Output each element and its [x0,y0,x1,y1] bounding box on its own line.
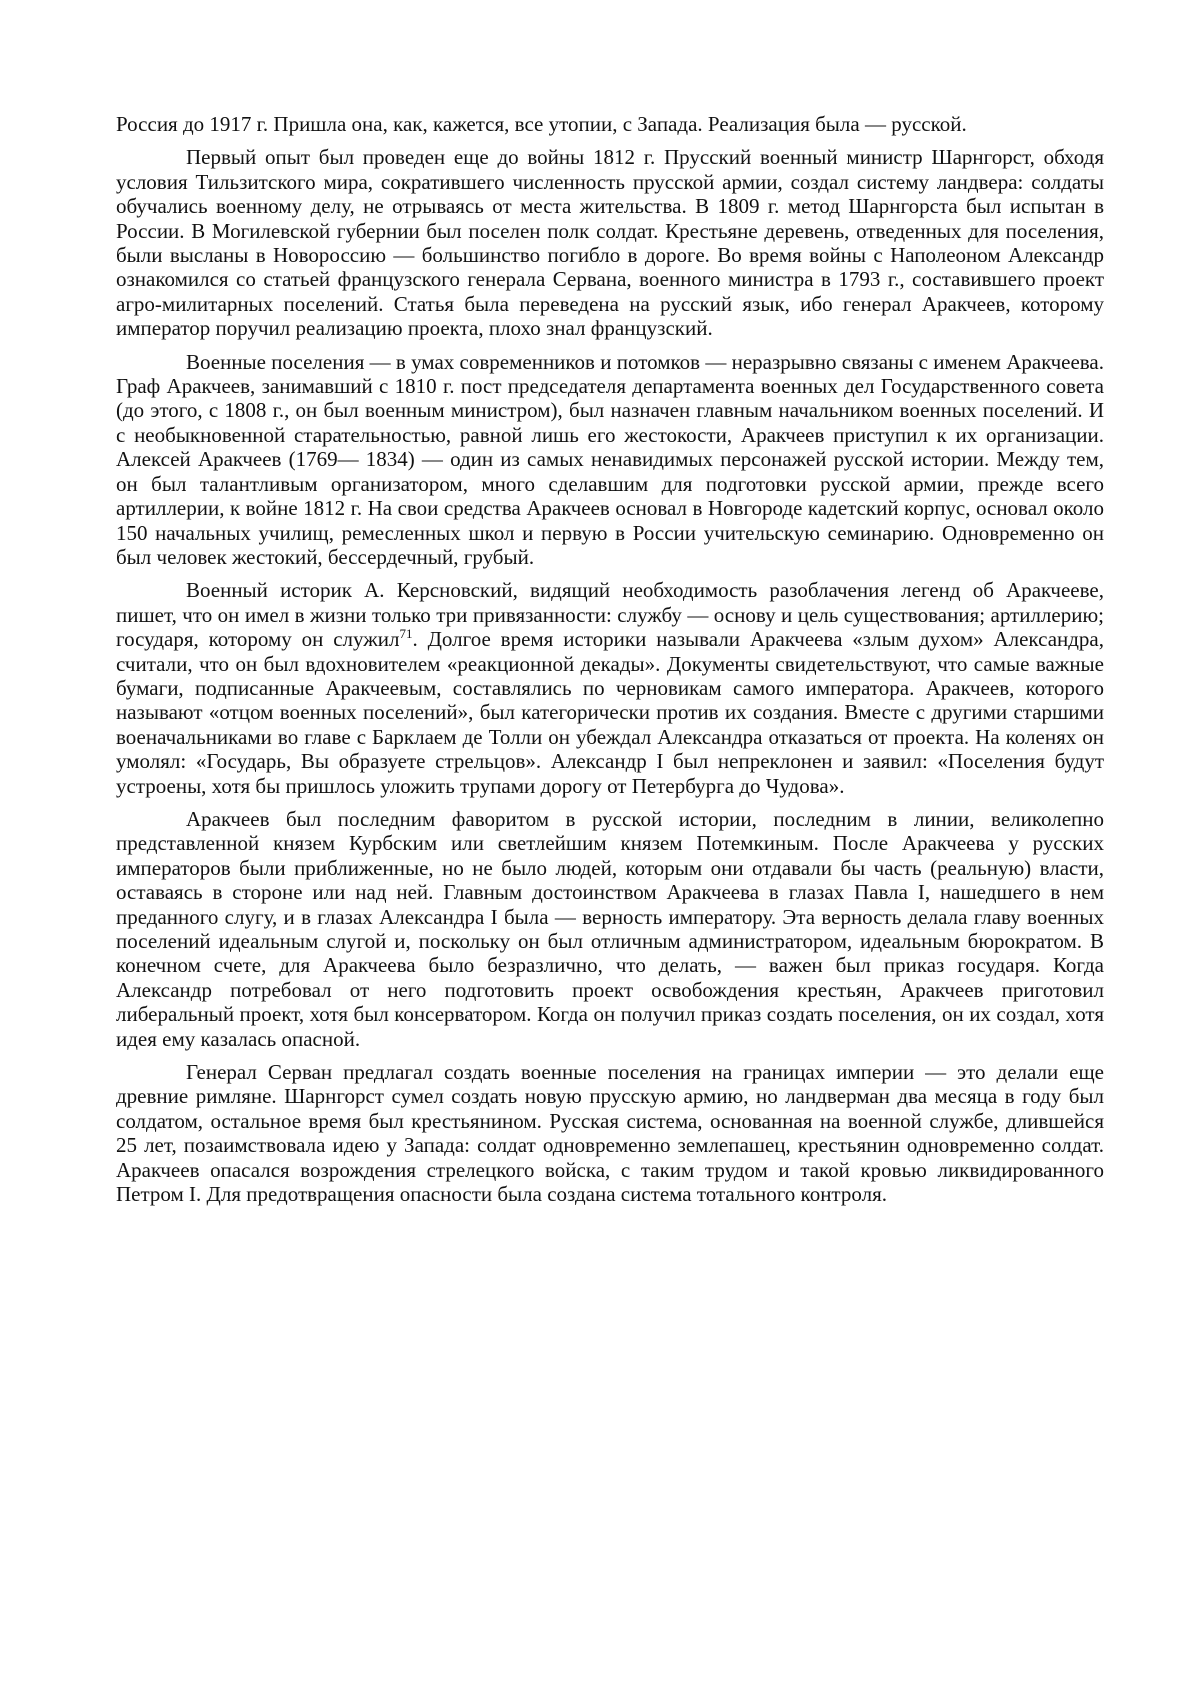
paragraph-4 [116,578,1104,798]
paragraph-4-text-before: Военный историк А. Керсновский, видящий необходимость разоблачения легенд об Аракчееве, пишет, что он имел в жизни только три привязанности: службу — основу и цель существования; артиллерию; государя, которому он служил [116,578,1104,652]
paragraph-3: Военные поселения — в умах современников и потомков — неразрывно связаны с именем Аракчеева. Граф Аракчеев, занимавший с 1810 г. пост председателя департамента военных дел Государственного совета (до этого, с 1808 г., он был военным министром), был назначен главным начальником военных поселений. И с необыкновенной старательностью, равной лишь его жестокости, Аракчеев приступил к их организации. Алексей Аракчеев (1769— 1834) — один из самых ненавидимых персонажей русской истории. Между тем, он был талантливым организатором, много сделавшим для подготовки русской армии, прежде всего артиллерии, к войне 1812 г. На свои средства Аракчеев основал в Новгороде кадетский корпус, основал около 150 начальных училищ, ремесленных школ и первую в России учительскую семинарию. Одновременно он был человек жестокий, бессердечный, грубый. [116,349,1104,569]
paragraph-2: Первый опыт был проведен еще до войны 1812 г. Прусский военный министр Шарнгорст, обходя условия Тильзитского мира, сократившего численность прусской армии, создал систему ландвера: солдаты обучались военному делу, не отрываясь от места жительства. В 1809 г. метод Шарнгорста был испытан в России. В Могилевской губернии был поселен полк солдат. Крестьяне деревень, отведенных для поселения, были высланы в Новороссию — большинство погибло в дороге. Во время войны с Наполеоном Александр ознакомился со статьей французского генерала Сервана, военного министра в 1793 г., составившего проект агро-милитарных поселений. Статья была переведена на русский язык, ибо генерал Аракчеев, которому император поручил реализацию проекта, плохо знал французский. [116,145,1104,341]
document-body [116,112,1104,1206]
footnote-reference: 71 [399,626,413,642]
paragraph-6: Генерал Серван предлагал создать военные поселения на границах империи — это делали еще древние римляне. Шарнгорст сумел создать новую прусскую армию, но ландверман два месяца в году был солдатом, остальное время был крестьянином. Русская система, основанная на военной службе, длившейся 25 лет, позаимствовала идею у Запада: солдат одновременно землепашец, крестьянин одновременно солдат. Аракчеев опасался возрождения стрелецкого войска, с таким трудом и такой кровью ликвидированного Петром I. Для предотвращения опасности была создана система тотального контроля. [116,1060,1104,1207]
paragraph-5: Аракчеев был последним фаворитом в русской истории, последним в линии, великолепно представленной князем Курбским или светлейшим князем Потемкиным. После Аракчеева у русских императоров были приближенные, но не было людей, которым они отдавали бы часть (реальную) власти, оставаясь в стороне или над ней. Главным достоинством Аракчеева в глазах Павла I, нашедшего в нем преданного слугу, и в глазах Александра I была — верность императору. Эта верность делала главу военных поселений идеальным слугой и, поскольку он был отличным администратором, идеальным бюрократом. В конечном счете, для Аракчеева было безразлично, что делать, — важен был приказ государя. Когда Александр потребовал от него подготовить проект освобождения крестьян, Аракчеев приготовил либеральный проект, хотя был консерватором. Когда он получил приказ создать поселения, он их создал, хотя идея ему казалась опасной. [116,806,1104,1051]
paragraph-1: Россия до 1917 г. Пришла она, как, кажется, все утопии, с Запада. Реализация была — русской. [116,112,967,136]
paragraph-4-text-after: . Долгое время историки называли Аракчеева «злым духом» Александра, считали, что он был вдохновителем «реакционной декады». Документы свидетельствуют, что самые важные бумаги, подписанные Аракчеевым, составлялись по черновикам самого императора. Аракчеев, которого называют «отцом военных поселений», был категорически против их создания. Вместе с другими старшими военачальниками во главе с Барклаем де Толли он убеждал Александра отказаться от проекта. На коленях он умолял: «Государь, Вы образуете стрельцов». Александр I был непреклонен и заявил: «Поселения будут устроены, хотя бы пришлось уложить трупами дорогу от Петербурга до Чудова». [116,627,1105,798]
